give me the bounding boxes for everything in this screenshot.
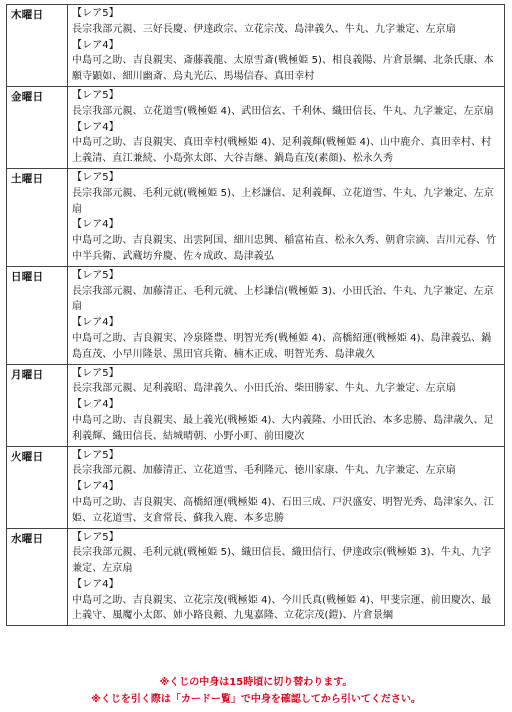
day-label: 水曜日	[7, 528, 68, 626]
card-names: 中島可之助、吉良親実、冷泉隆豊、明智光秀(戦極姫 4)、高橋紹運(戦極姫 4)、島津義弘、鍋島直茂、小早川隆景、黒田官兵衛、楠木正成、明智光秀、島津歳久	[72, 332, 492, 360]
card-names: 長宗我部元親、加藤清正、毛利元就、上杉謙信(戦極姫 3)、小田氏治、牛丸、九字兼定、左京扇	[72, 285, 494, 313]
card-names: 長宗我部元親、加藤清正、立花道雪、毛利隆元、徳川家康、牛丸、九字兼定、左京扇	[72, 465, 456, 477]
card-lineup	[68, 168, 505, 266]
rarity-heading: 【レア4】	[72, 481, 119, 493]
note-check-card-list: ※くじを引く際は「カードー覧」で中身を確認してから引いてください。	[91, 694, 421, 705]
rarity-heading: 【レア5】	[72, 269, 119, 281]
card-names: 長宗我部元親、三好長慶、伊達政宗、立花宗茂、島津義久、牛丸、九字兼定、左京扇	[72, 23, 456, 35]
day-row	[7, 446, 505, 528]
rarity-heading: 【レア4】	[72, 39, 119, 51]
rarity-heading: 【レア4】	[72, 578, 119, 590]
day-row	[7, 528, 505, 626]
rarity-heading: 【レア4】	[72, 121, 119, 133]
card-lineup	[68, 364, 505, 446]
card-lineup	[68, 86, 505, 168]
note-switch-time: ※くじの中身は15時頃に切り替わります。	[159, 677, 353, 688]
day-row	[7, 364, 505, 446]
day-label: 月曜日	[7, 364, 68, 446]
rarity-heading: 【レア5】	[72, 531, 119, 543]
gacha-schedule-table	[6, 4, 505, 626]
notes	[0, 674, 512, 708]
rarity-heading: 【レア5】	[72, 89, 119, 101]
rarity-heading: 【レア5】	[72, 8, 119, 19]
day-label: 火曜日	[7, 446, 68, 528]
rarity-heading: 【レア4】	[72, 399, 119, 411]
day-row	[7, 5, 505, 87]
card-lineup	[68, 528, 505, 626]
card-names: 長宗我部元親、立花道雪(戦極姫 4)、武田信玄、千利休、織田信長、牛丸、九字兼定、左京扇	[72, 105, 494, 117]
card-names: 長宗我部元親、足利義昭、島津義久、小田氏治、柴田勝家、牛丸、九字兼定、左京扇	[72, 383, 456, 395]
card-lineup	[68, 446, 505, 528]
card-names: 中島可之助、吉良親実、高橋紹運(戦極姫 4)、石田三成、戸沢盛安、明智光秀、島津家久、江姫、立花道雪、支倉常長、蘇我入鹿、本多忠勝	[72, 496, 494, 524]
day-row	[7, 168, 505, 266]
day-label: 土曜日	[7, 168, 68, 266]
schedule-body	[7, 5, 505, 626]
card-names: 中島可之助、吉良親実、真田幸村(戦極姫 4)、足利義輝(戦極姫 4)、山中鹿介、真田幸村、村上義清、直江兼続、小島弥太郎、大谷吉継、鍋島直茂(素顔)、松永久秀	[72, 137, 492, 165]
rarity-heading: 【レア5】	[72, 449, 119, 461]
card-names: 中島可之助、吉良親実、出雲阿国、細川忠興、稲富祐直、松永久秀、朝倉宗滴、吉川元春、竹中半兵衛、武蔵坊弁慶、佐々成政、島津義弘	[72, 235, 497, 262]
day-label: 金曜日	[7, 86, 68, 168]
day-label: 日曜日	[7, 266, 68, 364]
card-lineup	[68, 266, 505, 364]
card-names: 長宗我部元親、毛利元就(戦極姫 5)、上杉謙信、足利義輝、立花道雪、牛丸、九字兼定、左京扇	[72, 187, 494, 215]
card-lineup	[68, 5, 505, 87]
day-label: 木曜日	[7, 5, 68, 87]
day-row	[7, 266, 505, 364]
rarity-heading: 【レア4】	[72, 219, 119, 231]
card-names: 長宗我部元親、毛利元就(戦極姫 5)、織田信長、織田信行、伊達政宗(戦極姫 3)、牛丸、九字兼定、左京扇	[72, 547, 492, 575]
rarity-heading: 【レア5】	[72, 171, 119, 183]
card-names: 中島可之助、吉良親実、最上義光(戦極姫 4)、大内義隆、小田氏治、本多忠勝、島津歳久、足利義輝、織田信長、結城晴朝、小野小町、前田慶次	[72, 414, 494, 442]
rarity-heading: 【レア4】	[72, 317, 119, 329]
day-row	[7, 86, 505, 168]
card-names: 中島可之助、吉良親実、立花宗茂(戦極姫 4)、今川氏真(戦極姫 4)、甲斐宗運、前田慶次、最上義守、風魔小太郎、姉小路良頼、九鬼嘉隆、立花宗茂(鎧)、片倉景綱	[72, 594, 492, 622]
card-names: 中島可之助、吉良親実、斎藤義龍、太原雪斎(戦極姫 5)、相良義陽、片倉景綱、北条氏康、本願寺顕如、細川幽斎、烏丸光広、馬場信春、真田幸村	[72, 55, 494, 83]
rarity-heading: 【レア5】	[72, 367, 119, 379]
